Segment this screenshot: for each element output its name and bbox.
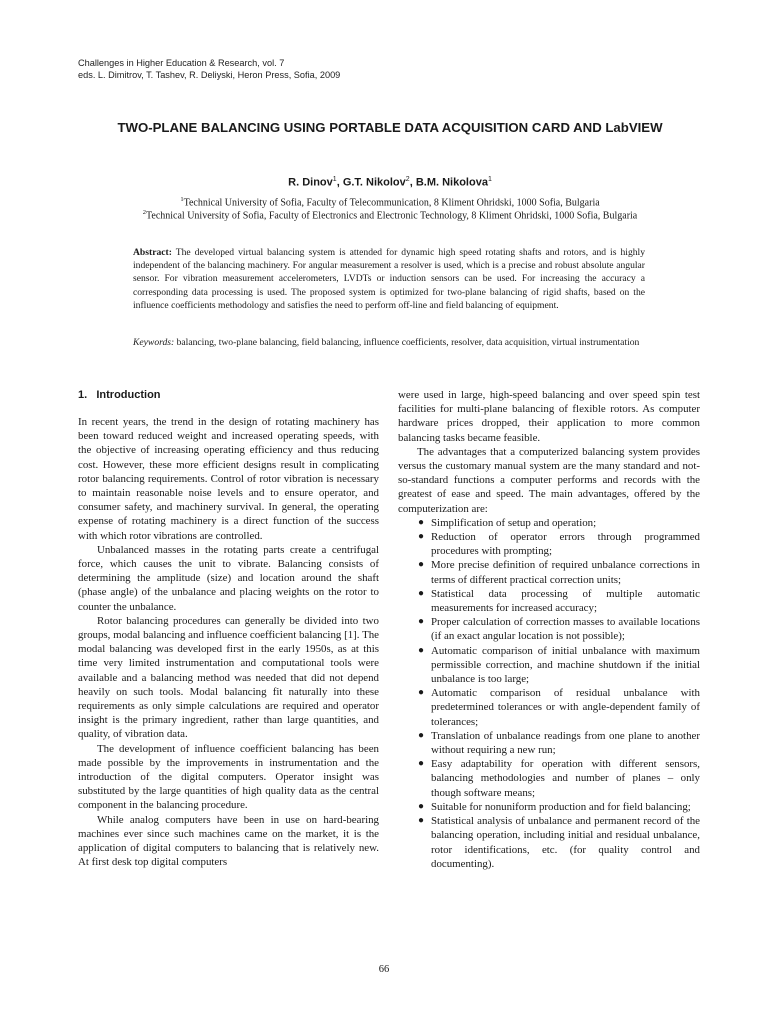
bullet-icon: ● xyxy=(418,559,425,571)
bullet-icon: ● xyxy=(418,616,425,628)
bullet-icon: ● xyxy=(418,815,425,827)
abstract-text: The developed virtual balancing system is attended for dynamic high speed rotating shafts and rotors, and is highly independent of the balancing machinery. For angular measurement a resolver is used, which is a precise and robust absolute angular sensor. For vibration measurement accelerometers, LVDTs or induction sensors can be used. For increasing the accuracy a corresponding data processing is used. The proposed system is optimized for two-plane balancing of rigid shafts, based on the influence coefficients methodology and satisfies the need to perform off-line and field balancing of equipment. xyxy=(133,247,645,311)
paper-title: TWO-PLANE BALANCING USING PORTABLE DATA ACQUISITION CARD AND LabVIEW xyxy=(117,120,663,135)
section-heading xyxy=(78,389,161,401)
affiliation-text: Technical University of Sofia, Faculty of Telecommunication, 8 Kliment Ohridski, 1000 Sofia, Bulgaria xyxy=(183,197,600,209)
bullet-icon: ● xyxy=(418,758,425,770)
bullet-icon: ● xyxy=(418,587,425,599)
list-item xyxy=(418,530,700,558)
affiliation-mark: 2 xyxy=(142,209,146,216)
list-item-text: Simplification of setup and operation; xyxy=(431,516,597,529)
journal-line-2: eds. L. Dimitrov, T. Tashev, R. Deliyski, Heron Press, Sofia, 2009 xyxy=(78,70,341,80)
abstract-label: Abstract: xyxy=(133,247,172,258)
author-list: R. Dinov$^1$, G.T. Nikolov$^2$, B.M. Nikolova$^1$ xyxy=(288,176,492,189)
abstract xyxy=(133,246,645,312)
affiliation-mark: 1 xyxy=(180,196,184,203)
list-item xyxy=(418,558,700,586)
paragraph: The advantages that a computerized balancing system provides versus the customary manual system are the many standard and not-so-standard functions a computer performs and records with the greatest of ease and speed. The main advantages, offered by the computerization are: xyxy=(398,445,700,515)
list-item xyxy=(418,729,700,757)
journal-line-1: Challenges in Higher Education & Research, vol. 7 xyxy=(78,58,285,68)
paragraph: In recent years, the trend in the design of rotating machinery has been toward reduced weight and increased operating speeds, with the objective of increasing operating efficiency and thus reducing cost. However, these more efficient designs result in complicating rotor balancing requirements. Control of rotor vibration is necessary to maintain reasonable noise levels and to ensure operator, and consumer safety, and machinery survival. In general, the operating expense of rotating machinery is a direct function of the success with which rotor vibrations are controlled. xyxy=(78,416,379,542)
list-item xyxy=(418,644,700,687)
right-column xyxy=(398,388,700,871)
list-item-text: Easy adaptability for operation with different sensors, balancing methodologies and number of planes – only though software means; xyxy=(431,758,700,799)
list-item-text: Suitable for nonuniform production and for field balancing; xyxy=(431,800,691,813)
keywords xyxy=(133,336,645,349)
list-item-text: Automatic comparison of residual unbalance with predetermined tolerances or with angle-dependent family of tolerances; xyxy=(431,687,700,728)
paragraph: Rotor balancing procedures can generally be divided into two groups, modal balancing and influence coefficient balancing [1]. The modal balancing was developed first in the early 1950s, as at this time very limited instrumentation and computational tools were available and a balancing method was needed that did not depend heavily on such tools. Modal balancing fit naturally into these requirements as only simple calculations are required and operator insight is the primary ingredient, rather than large quantities, and quality, of vibration data. xyxy=(78,614,379,741)
affiliation-text: Technical University of Sofia, Faculty of Electronics and Electronic Technology, 8 Kliment Ohridski, 1000 Sofia, Bulgaria xyxy=(145,210,638,222)
author-affil-mark: 1 xyxy=(487,176,492,183)
left-column xyxy=(78,415,379,870)
paragraph: While analog computers have been in use on hard-bearing machines ever since such machines came on the market, it is the application of digital computers to balancing that is relatively new. At first desk top digital computers xyxy=(78,813,379,869)
list-item-text: Automatic comparison of initial unbalance with maximum permissible correction, and machine shutdown if the initial unbalance is too large; xyxy=(431,644,700,686)
bullet-icon: ● xyxy=(418,516,425,528)
affiliation-2 xyxy=(60,209,720,221)
author-name: R. Dinov xyxy=(288,176,333,189)
list-item-text: Translation of unbalance readings from one plane to another without requiring a new run; xyxy=(431,729,700,757)
list-item xyxy=(418,587,700,615)
affiliation-1 xyxy=(60,196,720,208)
author-affil-mark: 2 xyxy=(405,176,410,183)
section-title: Introduction xyxy=(96,389,161,401)
author-affil-mark: 1 xyxy=(332,176,337,183)
list-item xyxy=(418,686,700,729)
bullet-icon: ● xyxy=(418,800,425,812)
paragraph: Unbalanced masses in the rotating parts create a centrifugal force, which causes the unit to vibrate. Balancing consists of determining the amplitude (size) and location around the shaft (phase angle) of the unbalance and placing weights on the rotor to counter the unbalance. xyxy=(78,543,379,613)
list-item-text: Statistical data processing of multiple automatic measurements for increased accuracy; xyxy=(431,587,700,615)
list-item xyxy=(418,516,700,530)
bullet-icon: ● xyxy=(418,687,425,699)
list-item-text: Statistical analysis of unbalance and permanent record of the balancing operation, including initial and residual unbalance, rotor identifications, etc. (for quality control and documenting). xyxy=(431,815,700,870)
list-item xyxy=(418,757,700,800)
list-item-text: Proper calculation of correction masses to available locations (if an exact angular location is not possible); xyxy=(431,616,700,643)
bullet-icon: ● xyxy=(418,644,425,656)
list-item xyxy=(418,814,700,871)
list-item-text: Reduction of operator errors through programmed procedures with prompting; xyxy=(431,531,700,558)
bullet-icon: ● xyxy=(418,531,425,543)
journal-header xyxy=(78,57,340,81)
list-item xyxy=(418,615,700,643)
section-number: 1. xyxy=(78,389,88,401)
paragraph: The development of influence coefficient balancing has been made possible by the improvements in instrumentation and the introduction of the digital computers. Operator insight was substituted by the large quantities of high quality data as the central component in the balancing procedure. xyxy=(78,742,379,812)
author-name: G.T. Nikolov xyxy=(342,176,406,189)
paragraph: were used in large, high-speed balancing and over speed spin test facilities for multi-plane balancing of flexible rotors. As computer hardware prices dropped, their application to more common balancing tasks became feasible. xyxy=(398,389,700,444)
keywords-text: balancing, two-plane balancing, field balancing, influence coefficients, resolver, data acquisition, virtual instrumentation xyxy=(174,337,640,348)
author-name: B.M. Nikolova xyxy=(415,176,488,189)
list-item-text: More precise definition of required unbalance corrections in terms of different practical correction units; xyxy=(431,559,700,586)
advantages-list xyxy=(398,516,700,871)
list-item xyxy=(418,800,700,814)
keywords-label: Keywords: xyxy=(133,337,175,348)
bullet-icon: ● xyxy=(418,729,425,741)
page-number: 66 xyxy=(378,964,390,975)
